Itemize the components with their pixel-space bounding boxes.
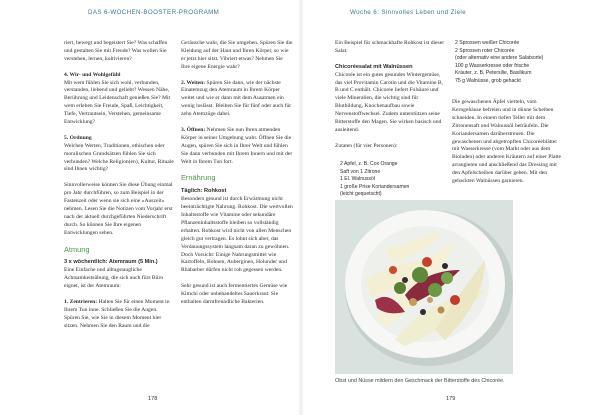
paragraph: Sehr gesund ist auch fermentiertes Gemüse wie Kimchi oder unbehandeltes Sauerkraut. Sie enthalten darmfreundliche Bakterien. [181, 283, 288, 305]
paragraph: Besonders gesund ist durch Erwärmung nicht beeinträchtigte Nahrung. Rohkost. Die wertvollen Inhaltsstoffe wie Vitamine oder sekundäre Pflanzeninhaltsstoffe bleiben so vollständig erhalten. Rohkost wird nicht von allen Menschen gleich gut vertragen. Es lohnt sich aber, das Verdauungssystem langsam daran zu gewöhnen. Doch Vorsicht: Einige Nahrungsmittel wie Kartoffeln, Bohnen, Auberginen, Holunder und Rhabarber dürfen nicht roh gegessen werden. [181, 196, 293, 274]
ingredients-list-2 [455, 40, 543, 86]
page-number-left: 178 [148, 396, 158, 402]
ingredient: (leicht gequetscht) [340, 191, 382, 198]
running-header-left: DAS 6-WOCHEN-BOOSTER-PROGRAMM [88, 9, 220, 16]
step-text-zentrieren: Halten Sie für einen Moment in Ihrem Tun inne. Schließen Sie die Augen. Spüren Sie, wie Sie in diesem Moment hier sitzen. Nehmen Sie den Raum und die [64, 298, 170, 329]
step-text-weiten: Spüren Sie dann, wie der nächste Einatemzug den Atemraum in Ihrem Körper weitet und wie er dann mit dem Ausatmen ein wenig loslässt. Bleiben Sie für fünf oder auch für zehn Atemzüge dabei. [181, 79, 292, 118]
ingredients-list-1 [340, 161, 409, 199]
ingredient: 2 Sprossen weißer Chicorée [455, 40, 520, 46]
ingredient: 1 große Prise Koriandersamen [340, 183, 410, 190]
paragraph: Mit wem fühlen Sie sich wohl, verbunden, verstanden, liebend und geliebt? Wessen Nähe, Berührung und Leidenschaft genießen Sie? Mit wem erleben Sie Freude, Spaß, Leichtigkeit, Tiefe, Vertrautsein, Verstehen, gemeinsame Entwicklung? [64, 79, 171, 126]
subheading-rohkost: Täglich: Rohkost [181, 188, 227, 195]
ingredient: 2 Sprossen roter Chicorée [455, 47, 515, 54]
ingredient: 75 g Walnüsse, grob gehackt [455, 77, 521, 84]
text-column-1 [64, 40, 174, 338]
ingredient: 1 El. Walnussöl [340, 176, 375, 183]
ingredient: 2 Apfel, z. B. Cox Orange [340, 161, 398, 167]
text-column-3 [335, 40, 447, 151]
section-heading-ernaehrung: Ernährung [181, 173, 216, 183]
paragraph-zentrieren [64, 299, 174, 331]
paragraph: Geräusche wahr, die Sie umgeben. Spüren Sie die Kleidung auf der Haut und Ihren Körper, so wie er jetzt hier sitzt. Vibriert etwas? Nehmen Sie Ihre eigene Energie wahr? [181, 40, 293, 70]
step-text-oeffnen: Nehmen Sie nun Ihren atmenden Körper in seiner Umgebung wahr. Öffnen Sie die Augen, spüren Sie sich in Ihrer Welt und fühlen Sie dann verbunden mit Ihrem Innern und mit der Welt in Ihrem Tun fort. [181, 126, 293, 165]
salad-illustration [335, 200, 513, 374]
paragraph: Chicorée ist ein gutes gesundes Wintergemüse, das viel Provitamin Carotin und die Vitamine B, B und C enthält. Chicorée liefert Folsäure und viele Mineralien, die wichtig sind für Blutbildung, Knochenaufbau sowie Nervenstoffwechsel. Zudem unterstützen seine Bitterstoffe den Magen. Sie wirken basisch und ausleitend. [335, 71, 444, 133]
page-number-right: 179 [446, 396, 456, 402]
text-column-4 [452, 99, 564, 194]
ingredient: (oder alternativ eine andere Salatsorte) [455, 55, 544, 62]
paragraph-oeffnen [181, 127, 293, 167]
step-label-oeffnen: 3. Öffnen: [181, 126, 206, 133]
step-label-zentrieren: 1. Zentrieren: [64, 298, 98, 305]
salad-photo [335, 200, 513, 374]
section-title-wir: 4. Wir- und Wohlgefühl [64, 71, 121, 78]
ingredient: Saft von 1 Zitrone [340, 168, 381, 175]
step-label-weiten: 2. Weiten: [181, 79, 206, 86]
paragraph: riert, bewegt und begeistert Sie? Was schaffen und gestalten Sie mit Freude? Was wollen Sie verstehen, lernen, kultivieren? [64, 40, 168, 62]
exercise-title-atemraum: 3 x wöchentlich: Atemraum (5 Min.) [64, 259, 158, 266]
ingredient: 100 g Wasserkresse oder frische [455, 62, 530, 69]
section-title-ordnung: 5. Ordnung [64, 134, 92, 141]
paragraph: Ein Beispiel für schmackhafte Rohkost ist dieser Salat: [335, 40, 445, 54]
ingredient: Kräuter, z. B. Petersilie, Basilikum [455, 70, 532, 77]
paragraph: Sinnvollerweise können Sie diese Übung einmal pro Jahr durchführen, so zum Beispiel in der Fastenzeit oder wenn sie sich eine »Auszeit« nehmen. Lesen Sie die Notizen vom Vorjahr erst nach der aktuell durchgeführten Niederschrift durch. So können Sie Ihre eigenen Entwicklungen sehen. [64, 182, 173, 236]
book-gutter [298, 0, 304, 415]
recipe-title: Chicoréesalat mit Walnüssen [335, 63, 413, 70]
running-header-right: Woche 6: Sinnvolles Leben und Ziele [350, 9, 467, 16]
paragraph-weiten [181, 80, 293, 120]
photo-caption: Obst und Nüsse mildern den Geschmack der Bitterstoffe des Chicorée. [335, 378, 505, 384]
paragraph: Welchen Werten, Traditionen, ethischen oder moralischen Grundsätzen fühlen Sie sich verbunden? Welche Religion(en), Kultur, Rituale sind Ihnen wichtig? [64, 142, 174, 173]
paragraph: Eine Einfache und alltagstaugliche Achtsamkeitsübung, die sich auch fürs Büro eignet, ist der Atemraum: [64, 267, 164, 290]
text-column-2 [181, 40, 293, 315]
paragraph: Die gewaschenen Äpfel vierteln, vom Kerngehäuse befreien und in dünne Scheiben schneiden. In einem tiefen Teller mit dem Zitronensaft und Walnussöl beträufeln. Die Koriandersamen darüberstreuen. Die gewaschenen und abgetropften Chicoréeblätter mit Wasserkresse (vom Markt oder aus dem Bioladen) oder anderen Kräutern auf einer Platte arrangieren und anschließend das Dressing mit den Apfelscheiben darüber geben. Mit den gehackten Walnüssen garnieren. [452, 99, 562, 185]
ingredients-heading: Zutaten (für vier Personen): [335, 142, 398, 149]
section-heading-atmung: Atmung [64, 244, 90, 254]
